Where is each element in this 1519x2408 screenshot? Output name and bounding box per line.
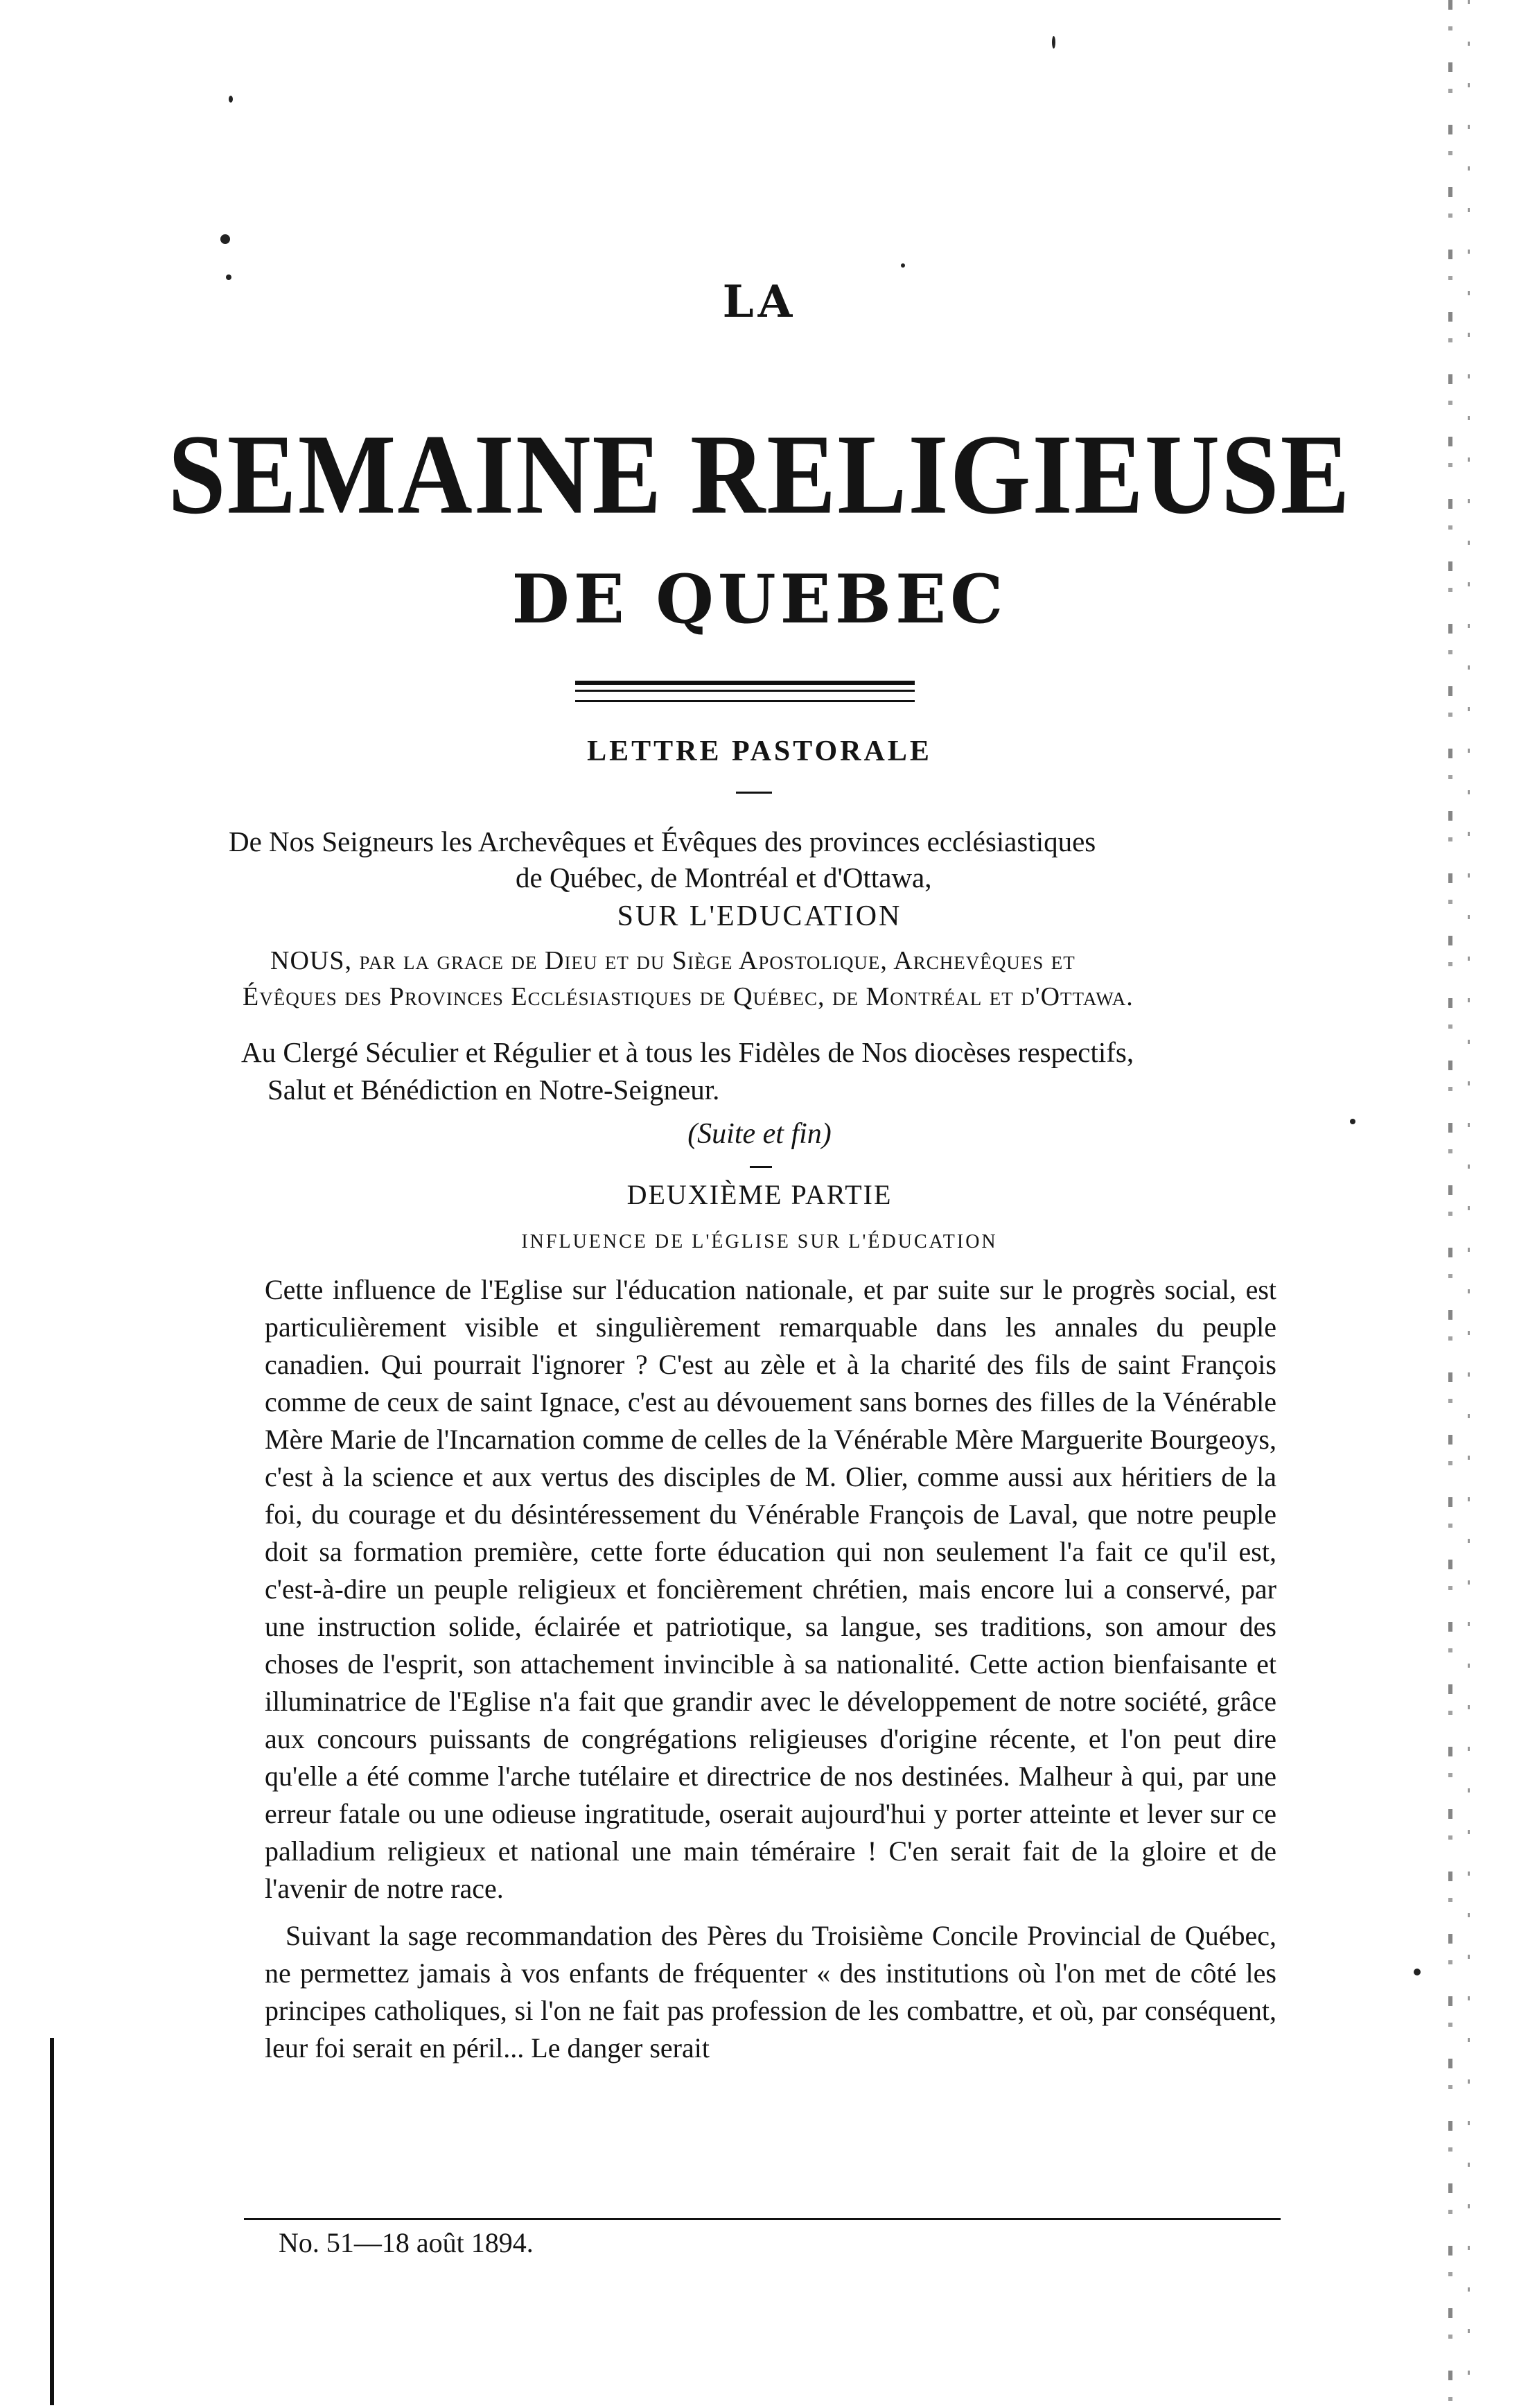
- letter-heading: LETTRE PASTORALE: [587, 735, 932, 767]
- masthead-title: SEMAINE RELIGIEUSE: [168, 411, 1351, 538]
- letter-nous-line-2: Évêques des Provinces Ecclésiastiques de Québec, de Montréal et d'Ottawa.: [243, 982, 1134, 1011]
- letter-address-line-1: Au Clergé Séculier et Régulier et à tous les Fidèles de Nos diocèses respectifs,: [241, 1036, 1134, 1068]
- scan-speck: [1414, 1969, 1421, 1975]
- body-text: [265, 1271, 1276, 2067]
- part-title: DEUXIÈME PARTIE: [626, 1179, 893, 1210]
- body-paragraph-1: Cette influence de l'Eglise sur l'éducation nationale, et par suite sur le progrès social, est particulièrement visible et singulièrement remarquable dans les annales du peuple canadien. Qui pourrait l'ignorer ? C'est au zèle et à la charité des fils de saint François comme de ceux de saint Ignace, c'est au dévouement sans bornes des filles de la Vénérable Mère Marie de l'Incarnation comme de celles de la Vénérable Mère Marguerite Bourgeoys, c'est à la science et aux vertus des disciples de M. Olier, comme aussi aux héritiers de la foi, du courage et du désintéressement du Vénérable François de Laval, que notre peuple doit sa formation première, cette forte éducation qui non seulement l'a fait ce qu'il est, c'est-à-dire un peuple religieux et foncièrement chrétien, mais encore lui a conservé, par une instruction solide, éclairée et patriotique, sa langue, ses traditions, son amour des choses de l'esprit, son attachement invincible à sa nationalité. Cette action bienfaisante et illuminatrice de l'Eglise n'a fait que grandir avec le développement de notre société, grâce aux concours puissants de congrégations religieuses d'origine récente, et l'on peut dire qu'elle a été comme l'arche tutélaire et directrice de nos destinées. Malheur à qui, par une erreur fatale ou une odieuse ingratitude, oserait aujourd'hui y porter atteinte et lever sur ce palladium religieux et national une main téméraire ! C'en serait fait de la gloire et de l'avenir de notre race.: [265, 1274, 1276, 1904]
- scan-speck: [229, 96, 233, 103]
- issue-number: No. 51—18 août 1894.: [279, 2227, 534, 2258]
- heading-dash: [736, 792, 772, 794]
- letter-address-line-2: Salut et Bénédiction en Notre-Seigneur.: [267, 1074, 720, 1106]
- masthead-subtitle: DE QUEBEC: [511, 560, 1008, 638]
- letter-nous-line-1: NOUS, par la grace de Dieu et du Siège Apostolique, Archevêques et: [270, 946, 1075, 975]
- masthead-article: LA: [722, 276, 797, 328]
- scan-speck: [1052, 36, 1055, 49]
- scan-speck: [220, 234, 230, 244]
- part-subtitle: INFLUENCE DE L'ÉGLISE SUR L'ÉDUCATION: [521, 1231, 998, 1253]
- continuation-dash: [750, 1166, 772, 1168]
- masthead-double-rule: [575, 681, 915, 702]
- footer-rule: [244, 2218, 1281, 2220]
- letter-from-line-2: de Québec, de Montréal et d'Ottawa,: [516, 862, 932, 893]
- letter-continuation: (Suite et fin): [687, 1118, 832, 1150]
- left-margin-mark: [50, 2038, 54, 2405]
- scan-speck: [901, 263, 905, 268]
- body-paragraph-2: Suivant la sage recommandation des Pères du Troisième Concile Provincial de Québec, ne permettez jamais à vos enfants de fréquenter « des institutions où l'on met de côté les principes catholiques, si l'on ne fait pas profession de les combattre, et où, par conséquent, leur foi serait en péril... Le danger serait: [265, 1920, 1276, 2064]
- letter-from-line-1: De Nos Seigneurs les Archevêques et Évêques des provinces ecclésiastiques: [229, 826, 1096, 857]
- letter-topic: SUR L'EDUCATION: [617, 900, 902, 932]
